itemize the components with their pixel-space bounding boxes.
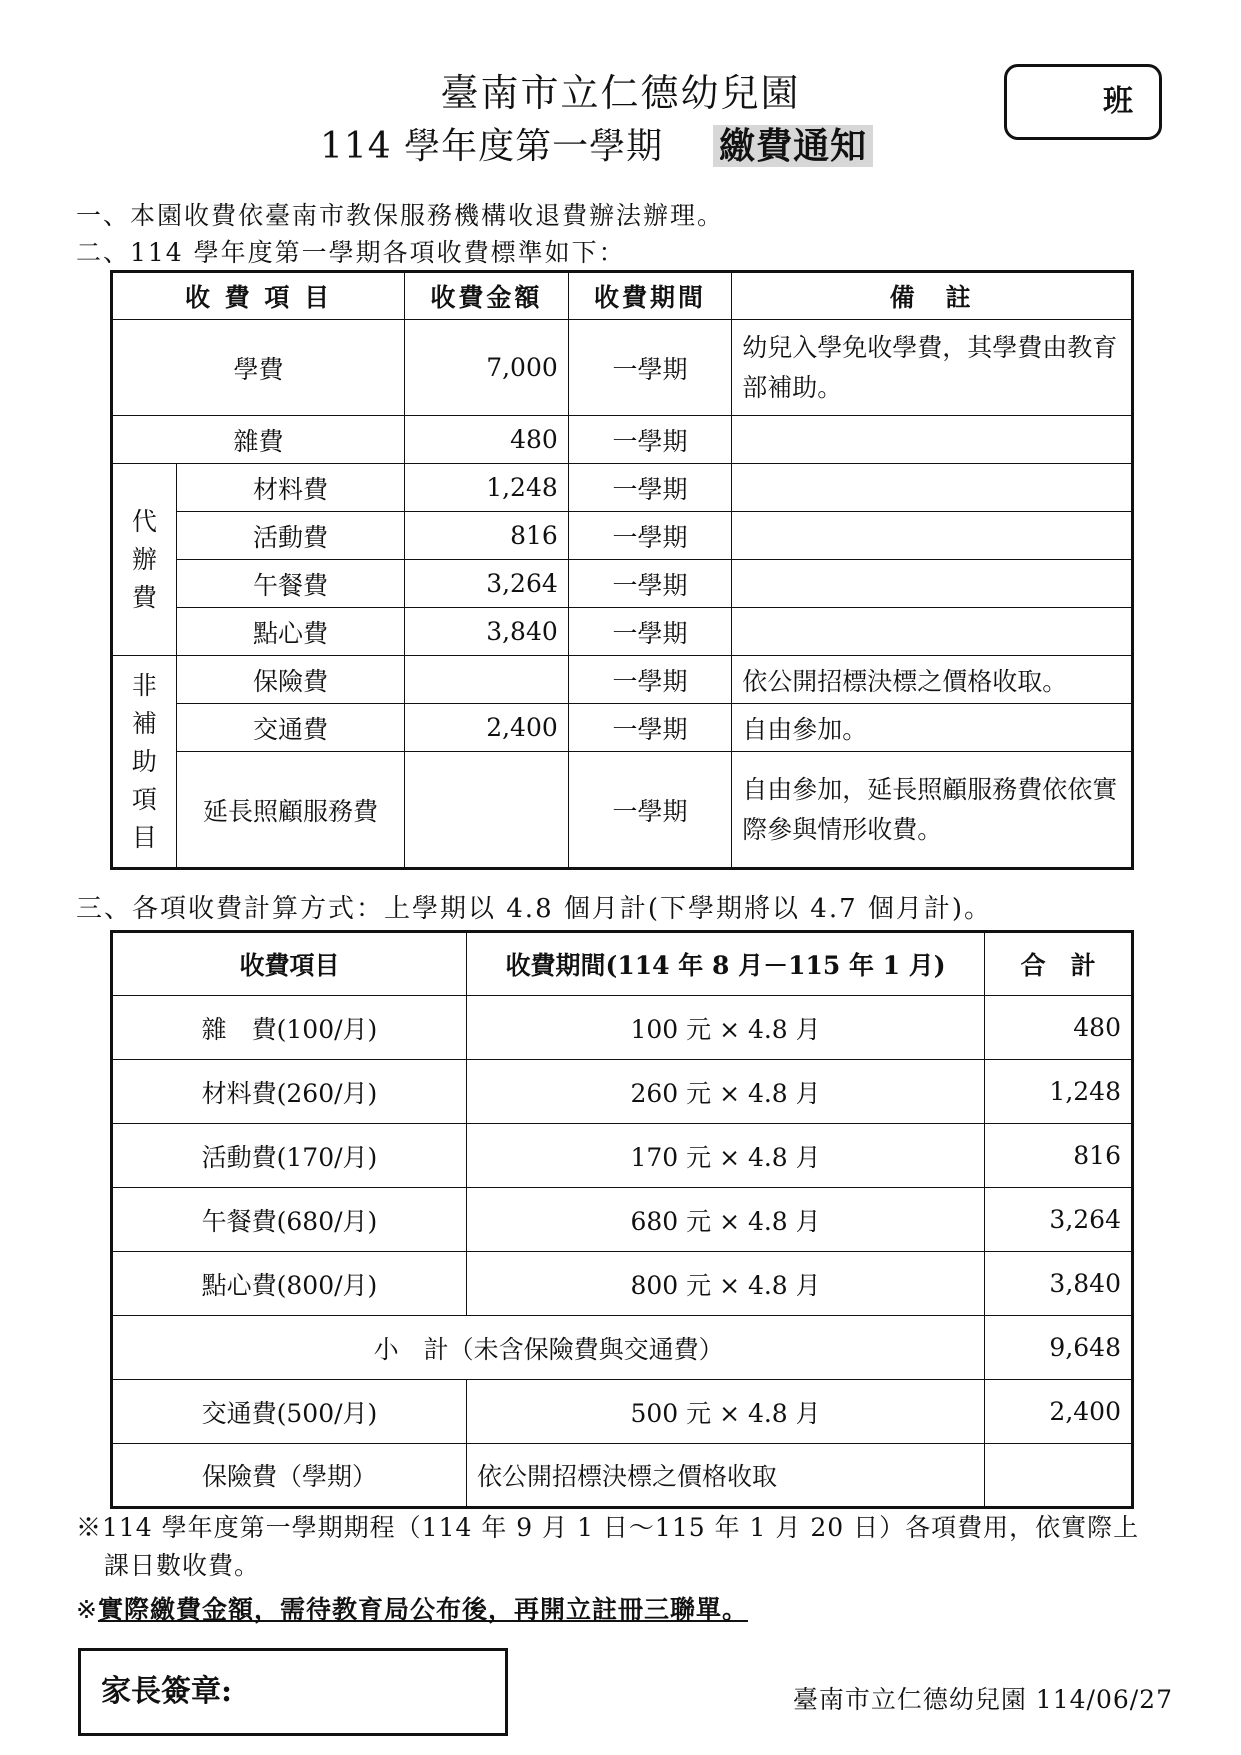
header-amount: 收費金額 [405,272,569,320]
agency-group-label: 代 辦 費 [112,464,177,656]
calc-formula: 260 元 × 4.8 月 [466,1060,984,1124]
extended-care-amount [405,752,569,869]
calc-transport-formula: 500 元 × 4.8 月 [466,1380,984,1444]
snack-name: 點心費 [176,608,404,656]
note-emphasis-line [76,1590,748,1626]
signature-label: 家長簽章: [101,1674,233,1709]
misc-name: 雜費 [112,416,405,464]
material-remark [732,464,1133,512]
table-row [112,1060,1133,1124]
table-row [112,1124,1133,1188]
lunch-remark [732,560,1133,608]
calc-formula: 100 元 × 4.8 月 [466,996,984,1060]
class-label: 班 [1103,84,1133,119]
calc-formula: 680 元 × 4.8 月 [466,1188,984,1252]
calc-total: 3,264 [985,1188,1133,1252]
misc-amount: 480 [405,416,569,464]
tuition-remark: 幼兒入學免收學費，其學費由教育部補助。 [732,320,1133,416]
note-emphasis: 實際繳費金額，需待教育局公布後，再開立註冊三聯單。 [97,1595,748,1624]
non-subsidy-group-label: 非 補 助 項 目 [112,656,177,869]
material-amount: 1,248 [405,464,569,512]
calc-insurance-total [985,1444,1133,1508]
header-item: 收 費 項 目 [112,272,405,320]
table-row [112,1380,1133,1444]
transport-name: 交通費 [176,704,404,752]
header-remark: 備 註 [732,272,1133,320]
calc-header-total: 合 計 [985,932,1133,996]
table-row [112,1444,1133,1508]
extended-care-name: 延長照顧服務費 [176,752,404,869]
misc-remark [732,416,1133,464]
calc-formula: 800 元 × 4.8 月 [466,1252,984,1316]
lunch-name: 午餐費 [176,560,404,608]
table-row [112,996,1133,1060]
calc-transport-item: 交通費(500/月) [112,1380,467,1444]
tuition-amount: 7,000 [405,320,569,416]
calc-formula: 170 元 × 4.8 月 [466,1124,984,1188]
snack-period: 一學期 [568,608,732,656]
activity-period: 一學期 [568,512,732,560]
subtotal-total: 9,648 [985,1316,1133,1380]
note-mark: ※ [76,1595,98,1624]
transport-amount: 2,400 [405,704,569,752]
table-row [112,656,1133,704]
subtotal-row [112,1316,1133,1380]
parent-signature-box[interactable] [78,1648,508,1736]
calc-insurance-formula: 依公開招標決標之價格收取 [466,1444,984,1508]
extended-care-period: 一學期 [568,752,732,869]
table-row [112,608,1133,656]
note-schedule-cont: 課日數收費。 [104,1551,261,1580]
calc-total: 1,248 [985,1060,1133,1124]
fee-calculation-table [110,930,1134,1509]
calc-header-item: 收費項目 [112,932,467,996]
activity-amount: 816 [405,512,569,560]
table-row [112,1252,1133,1316]
class-box [1004,64,1162,140]
term-label: 114 學年度第一學期 [320,126,664,167]
snack-remark [732,608,1133,656]
intro-line-1: 一、本園收費依臺南市教保服務機構收退費辦法辦理。 [76,201,725,230]
lunch-period: 一學期 [568,560,732,608]
lunch-amount: 3,264 [405,560,569,608]
calc-item: 活動費(170/月) [112,1124,467,1188]
subtotal-label: 小 計（未含保險費與交通費） [112,1316,985,1380]
snack-amount: 3,840 [405,608,569,656]
table-row [112,464,1133,512]
table-row [112,752,1133,869]
tuition-period: 一學期 [568,320,732,416]
extended-care-remark: 自由參加，延長照顧服務費依依實際參與情形收費。 [732,752,1133,869]
notice-label: 繳費通知 [713,125,873,167]
table-row [112,560,1133,608]
calc-item: 點心費(800/月) [112,1252,467,1316]
calc-insurance-item: 保險費（學期） [112,1444,467,1508]
activity-name: 活動費 [176,512,404,560]
calc-item: 午餐費(680/月) [112,1188,467,1252]
misc-period: 一學期 [568,416,732,464]
insurance-name: 保險費 [176,656,404,704]
table-row [112,512,1133,560]
fee-standard-table [110,270,1134,870]
transport-remark: 自由參加。 [732,704,1133,752]
calc-total: 480 [985,996,1133,1060]
insurance-amount [405,656,569,704]
table-row [112,1188,1133,1252]
calc-item: 材料費(260/月) [112,1060,467,1124]
tuition-name: 學費 [112,320,405,416]
insurance-period: 一學期 [568,656,732,704]
material-period: 一學期 [568,464,732,512]
table-row [112,704,1133,752]
header-period: 收費期間 [568,272,732,320]
calc-total: 816 [985,1124,1133,1188]
intro-line-2: 二、114 學年度第一學期各項收費標準如下： [76,238,626,267]
calc-heading: 三、各項收費計算方式：上學期以 4.8 個月計(下學期將以 4.7 個月計)。 [76,894,993,924]
calc-transport-total: 2,400 [985,1380,1133,1444]
material-name: 材料費 [176,464,404,512]
activity-remark [732,512,1133,560]
calc-total: 3,840 [985,1252,1133,1316]
issuer-date: 臺南市立仁德幼兒園 114/06/27 [792,1685,1173,1714]
calc-item: 雜 費(100/月) [112,996,467,1060]
school-title: 臺南市立仁德幼兒園 [440,71,801,115]
insurance-remark: 依公開招標決標之價格收取。 [732,656,1133,704]
transport-period: 一學期 [568,704,732,752]
calc-header-period: 收費期間(114 年 8 月－115 年 1 月) [466,932,984,996]
note-schedule: ※114 學年度第一學期期程（114 年 9 月 1 日～115 年 1 月 20 日）各項費用，依實際上 [76,1513,1140,1542]
notice-title [320,118,873,169]
